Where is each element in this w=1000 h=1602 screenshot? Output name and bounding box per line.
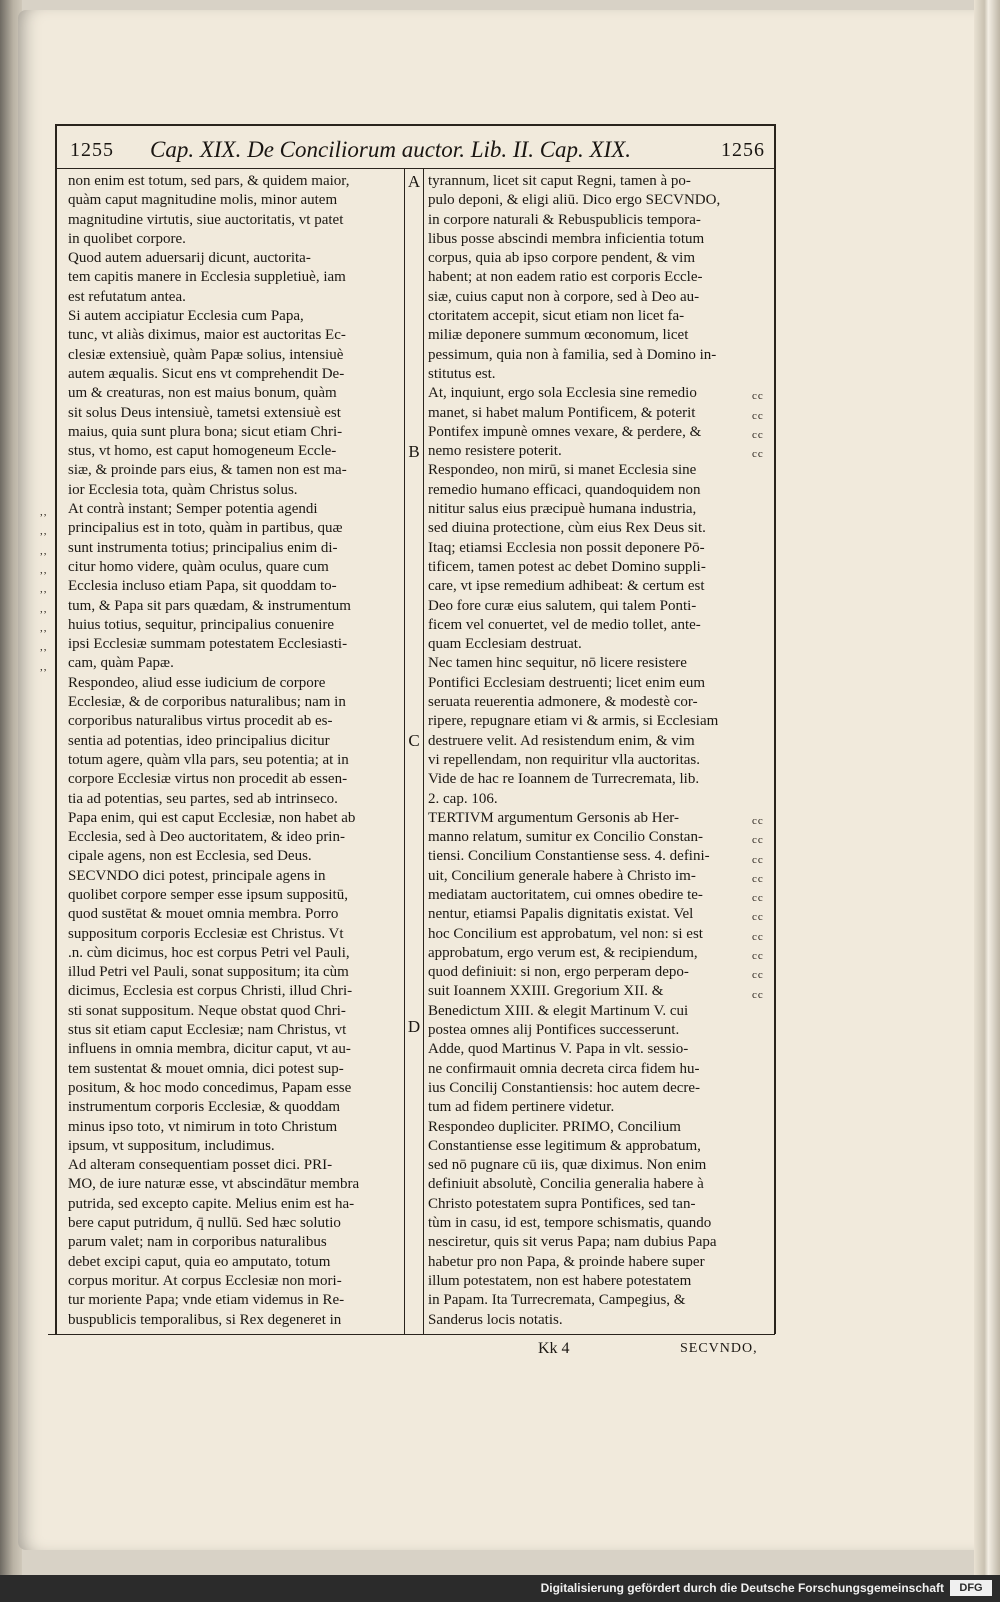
- text-line: care, vt ipse remedium adhibeat: & certum est: [428, 578, 705, 595]
- text-line: tia ad potentias, seu partes, sed ab intrinseco.: [68, 790, 338, 807]
- quote-mark: cc: [752, 409, 764, 422]
- text-line: stus sit etiam caput Ecclesiæ; nam Christus, vt: [68, 1022, 347, 1039]
- text-line: Itaq; etiamsi Ecclesia non possit deponere Pō-: [428, 539, 705, 556]
- quote-mark: cc: [752, 448, 764, 461]
- text-line: totum agere, quàm vlla pars, seu potentia; at in: [68, 751, 349, 768]
- frame-rule-right: [774, 124, 776, 1334]
- text-line: quolibet corpore semper esse ipsum suppositū,: [68, 886, 348, 903]
- text-line: ior Ecclesia tota, quàm Christus solus.: [68, 481, 298, 498]
- catchword: SECVNDO,: [680, 1341, 758, 1356]
- text-line: maius, quia sunt plura bona; sicut etiam Chri-: [68, 423, 343, 440]
- frame-rule-top: [55, 124, 775, 126]
- text-line: suppositum corporis Ecclesiæ est Christus. Vt: [68, 925, 344, 942]
- text-line: stus, vt homo, est caput homogeneum Eccle-: [68, 443, 337, 460]
- text-line: corpus moritur. At corpus Ecclesiæ non mori-: [68, 1272, 342, 1289]
- text-line: magnitudine virtutis, siue auctoritatis, vt patet: [68, 211, 344, 228]
- signature-mark: Kk 4: [538, 1340, 570, 1357]
- text-line: vi repellendam, non requiritur vlla auctoritas.: [428, 751, 700, 768]
- text-line: siæ, & proinde pars eius, & tamen non est ma-: [68, 462, 347, 479]
- credit-bar: [0, 1575, 1000, 1602]
- text-line: Deo fore curæ eius salutem, qui talem Ponti-: [428, 597, 697, 614]
- quote-mark: ,,: [40, 583, 48, 596]
- quote-mark: ,,: [40, 525, 48, 538]
- text-line: miliæ deponere summum œconomum, licet: [428, 327, 689, 344]
- text-line: tum ad fidem pertinere videtur.: [428, 1099, 615, 1116]
- page-stack-edge: [974, 0, 1000, 1575]
- text-line: sed diuina protectione, cùm eius Rex Deus sit.: [428, 520, 706, 537]
- text-line: Pontifici Ecclesiam destruenti; licet enim eum: [428, 674, 706, 691]
- text-line: putrida, sed excepto capite. Melius enim est ha-: [68, 1195, 355, 1212]
- text-line: hoc Concilium est approbatum, vel non: si est: [428, 925, 703, 942]
- quote-mark: cc: [752, 853, 764, 866]
- text-line: destruere velit. Ad resistendum enim, & vim: [428, 732, 695, 749]
- quote-mark: cc: [752, 930, 764, 943]
- section-marker: D: [407, 1017, 421, 1036]
- text-line: positum, & hoc modo concedimus, Papam esse: [68, 1079, 352, 1096]
- text-line: nititur salus eius præcipuè humana industria,: [428, 501, 697, 518]
- text-line: quod definiuit: si non, ergo perperam depo-: [428, 964, 689, 981]
- text-line: postea omnes alij Pontifices successerunt.: [428, 1022, 680, 1039]
- text-line: corporibus naturalibus virtus procedit ab es-: [68, 713, 333, 730]
- text-line: quam Ecclesiam destruat.: [428, 636, 582, 653]
- quote-mark: ,,: [40, 621, 48, 634]
- page-number-left: 1255: [70, 139, 114, 161]
- text-line: huius totius, sequitur, principalius conuenire: [68, 616, 335, 633]
- quote-mark: cc: [752, 892, 764, 905]
- quote-mark: ,,: [40, 506, 48, 519]
- text-line: parum valet; nam in corporibus naturalibus: [68, 1234, 327, 1251]
- text-line: influens in omnia membra, dicitur caput, vt au-: [68, 1041, 351, 1058]
- text-line: non enim est totum, sed pars, & quidem maior,: [68, 173, 350, 189]
- text-line: corpore Ecclesiæ virtus non procedit ab essen-: [68, 771, 348, 788]
- text-line: uit, Concilium generale habere à Christo im-: [428, 867, 696, 884]
- right-column: [428, 172, 760, 1330]
- text-line: ipsum, vt suppositum, includimus.: [68, 1137, 275, 1154]
- text-line: corpus, quia ab ipso corpore pendent, & vim: [428, 250, 696, 267]
- text-line: ctoritatem accepit, sicut etiam non licet fa-: [428, 308, 685, 325]
- text-line: ficem vel conuertet, vel de medio tollet, ante-: [428, 616, 701, 633]
- text-line: quod sustētat & mouet omnia membra. Porro: [68, 906, 339, 923]
- quote-mark: ,,: [40, 660, 48, 673]
- text-line: Pontifex impunè omnes vexare, & perdere, &: [428, 423, 702, 440]
- text-line: Ecclesia, sed à Deo auctoritatem, & ideo prin-: [68, 829, 345, 846]
- text-line: principalius est in toto, quàm in partibus, quæ: [68, 520, 343, 537]
- text-line: citur homo videre, quàm oculus, quare cum: [68, 558, 329, 575]
- frame-rule-left: [55, 124, 57, 1334]
- quote-mark: cc: [752, 390, 764, 403]
- text-line: ipsi Ecclesiæ summam potestatem Ecclesiasti-: [68, 636, 348, 653]
- text-line: illum potestatem, non est habere potestatem: [428, 1272, 692, 1289]
- text-line: At contrà instant; Semper potentia agendi: [68, 501, 318, 518]
- quote-mark: cc: [752, 969, 764, 982]
- text-line: Respondeo dupliciter. PRIMO, Concilium: [428, 1118, 681, 1135]
- section-marker: C: [408, 731, 420, 750]
- text-line: sit solus Deus intensiuè, tametsi extensiuè est: [68, 404, 341, 421]
- text-line: Papa enim, qui est caput Ecclesiæ, non habet ab: [68, 809, 356, 826]
- text-line: MO, de iure naturæ esse, vt abscindātur membra: [68, 1176, 360, 1193]
- text-line: TERTIVM argumentum Gersonis ab Her-: [428, 809, 679, 826]
- quote-mark: cc: [752, 872, 764, 885]
- text-line: illud Petri vel Pauli, sonat suppositum; ita cùm: [68, 964, 349, 981]
- text-line: clesiæ extensiuè, quàm Papæ solius, intensiuè: [68, 346, 344, 363]
- text-line: stitutus est.: [428, 365, 496, 382]
- quote-mark: cc: [752, 814, 764, 827]
- frame-rule-bottom: [48, 1334, 775, 1335]
- section-marker: B: [408, 442, 420, 461]
- quote-mark: cc: [752, 988, 764, 1001]
- text-line: At, inquiunt, ergo sola Ecclesia sine remedio: [428, 385, 697, 402]
- text-line: Ecclesiæ, & de corporibus naturalibus; nam in: [68, 694, 346, 711]
- text-line: sunt instrumenta totius; principalius enim di-: [68, 539, 338, 556]
- text-line: nemo resistere poterit.: [428, 443, 562, 460]
- text-line: in corpore naturali & Rebuspublicis tempora-: [428, 211, 701, 228]
- text-line: Benedictum XIII. & elegit Martinum V. cui: [428, 1002, 689, 1019]
- text-line: autem æqualis. Sicut ens vt comprehendit De-: [68, 365, 345, 382]
- text-line: instrumentum corporis Ecclesiæ, & quoddam: [68, 1099, 341, 1116]
- text-line: Christo potestatem supra Pontifices, sed tan-: [428, 1195, 696, 1212]
- text-line: um & creaturas, non est maius bonum, quàm: [68, 385, 337, 402]
- text-line: habent; at non eadem ratio est corporis Eccle-: [428, 269, 703, 286]
- quote-mark: cc: [752, 428, 764, 441]
- text-line: tum, & Papa sit pars quædam, & instrumentum: [68, 597, 351, 614]
- text-line: ripere, repugnare etiam vi & armis, si Ecclesiam: [428, 713, 719, 730]
- text-line: pulo deponi, & eligi aliū. Dico ergo SECVNDO,: [428, 192, 721, 209]
- text-line: minus ipso toto, vt nimirum in toto Christum: [68, 1118, 338, 1135]
- text-line: tiensi. Concilium Constantiense sess. 4. defini-: [428, 848, 710, 865]
- text-line: Nec tamen hinc sequitur, nō licere resistere: [428, 655, 687, 672]
- text-line: pessimum, quia non à familia, sed à Domino in-: [428, 346, 717, 363]
- text-line: cipale agens, non est Ecclesia, sed Deus.: [68, 848, 312, 865]
- text-line: quàm caput magnitudine molis, minor autem: [68, 192, 338, 209]
- quote-mark: ,,: [40, 602, 48, 615]
- text-line: .n. cùm dicimus, hoc est corpus Petri vel Pauli,: [68, 944, 350, 961]
- running-head: [60, 137, 775, 165]
- text-line: tyrannum, licet sit caput Regni, tamen à po-: [428, 173, 691, 189]
- text-line: cam, quàm Papæ.: [68, 655, 174, 672]
- text-line: sti sonat suppositum. Neque obstat quod Chri-: [68, 1002, 346, 1019]
- text-line: 2. cap. 106.: [428, 790, 498, 807]
- text-line: in quolibet corpore.: [68, 230, 186, 247]
- text-line: Ad alteram consequentiam posset dici. PRI-: [68, 1157, 333, 1174]
- quote-mark: ,,: [40, 564, 48, 576]
- text-line: nentur, etiamsi Papalis dignitatis existat. Vel: [428, 906, 694, 923]
- text-line: manno relatum, sumitur ex Concilio Constan-: [428, 829, 703, 846]
- text-line: habetur pro non Papa, & proinde habere super: [428, 1253, 705, 1270]
- text-line: SECVNDO dici potest, principale agens in: [68, 867, 326, 884]
- text-line: sed nō pugnare cū iis, quæ diximus. Non enim: [428, 1157, 707, 1174]
- credit-text: Digitalisierung gefördert durch die Deutsche Forschungsgemeinschaft: [540, 1581, 944, 1595]
- text-line: in Papam. Ita Turrecremata, Campegius, &: [428, 1292, 686, 1309]
- quote-mark: cc: [752, 834, 764, 847]
- text-line: Constantiense esse legitimum & approbatum,: [428, 1137, 701, 1154]
- text-line: Ecclesia incluso etiam Papa, sit quoddam to-: [68, 578, 337, 595]
- text-line: tem sustentat & mouet omnia, dici potest sup-: [68, 1060, 344, 1077]
- text-line: tur moriente Papa; vnde etiam videmus in Re-: [68, 1292, 345, 1309]
- quote-mark: ,,: [40, 544, 48, 557]
- text-line: tunc, vt aliàs diximus, maior est auctoritas Ec-: [68, 327, 346, 344]
- text-line: Quod autem aduersarij dicunt, auctorita-: [68, 250, 311, 267]
- text-line: definiuit absolutè, Concilia generalia habere à: [428, 1176, 704, 1193]
- text-line: Sanderus locis notatis.: [428, 1311, 563, 1328]
- text-line: Vide de hac re Ioannem de Turrecremata, lib.: [428, 771, 700, 788]
- text-line: Respondeo, non mirū, si manet Ecclesia sine: [428, 462, 697, 479]
- text-line: seruata reuerentia admonere, & modestè cor-: [428, 694, 698, 711]
- text-line: mediatam auctoritatem, cui omnes obedire te-: [428, 886, 703, 903]
- text-line: bere caput putridum, q̄ nullū. Sed hæc solutio: [68, 1215, 341, 1232]
- quote-mark: cc: [752, 911, 764, 924]
- text-line: ius Concilij Constantiensis: hoc autem decre-: [428, 1079, 701, 1096]
- text-line: est refutatum antea.: [68, 288, 186, 305]
- text-line: Si autem accipiatur Ecclesia cum Papa,: [68, 308, 304, 325]
- running-title: Cap. XIX. De Conciliorum auctor. Lib. II. Cap. XIX.: [150, 137, 632, 162]
- text-line: siæ, cuius caput non à corpore, sed à Deo au-: [428, 288, 700, 305]
- quote-mark: ,,: [40, 641, 48, 654]
- text-line: nesciretur, quis sit verus Papa; nam dubius Papa: [428, 1234, 717, 1251]
- text-line: debet excipi caput, quia eo amputato, totum: [68, 1253, 331, 1270]
- text-line: libus posse abscindi membra inficientia totum: [428, 230, 705, 247]
- quote-mark: cc: [752, 950, 764, 962]
- text-line: approbatum, ergo verum est, & recipiendum,: [428, 944, 698, 961]
- text-line: suit Ioannem XXIII. Gregorium XII. &: [428, 983, 664, 1000]
- section-marker: A: [407, 172, 421, 191]
- text-line: dicimus, Ecclesia est corpus Christi, illud Chri-: [68, 983, 353, 1000]
- text-line: Respondeo, aliud esse iudicium de corpore: [68, 674, 326, 691]
- dfg-logo: DFG: [950, 1580, 992, 1596]
- text-line: buspublicis temporalibus, si Rex degeneret in: [68, 1311, 342, 1328]
- text-line: sentia ad potentias, ideo principalius dicitur: [68, 732, 330, 749]
- text-line: manet, si habet malum Pontificem, & poterit: [428, 404, 696, 421]
- column-divider: [404, 168, 424, 1334]
- text-line: tem capitis manere in Ecclesia suppletiuè, iam: [68, 269, 346, 286]
- text-line: Adde, quod Martinus V. Papa in vlt. sessio-: [428, 1041, 689, 1058]
- left-column: [68, 172, 401, 1330]
- text-line: tùm in casu, id est, tempore schismatis, quando: [428, 1215, 712, 1232]
- page-number-right: 1256: [721, 139, 765, 161]
- text-line: remedio humano efficaci, quandoquidem non: [428, 481, 701, 498]
- text-line: ne confirmauit omnia decreta circa fidem hu-: [428, 1060, 700, 1077]
- text-line: tificem, tamen potest ac debet Domino suppli-: [428, 558, 706, 575]
